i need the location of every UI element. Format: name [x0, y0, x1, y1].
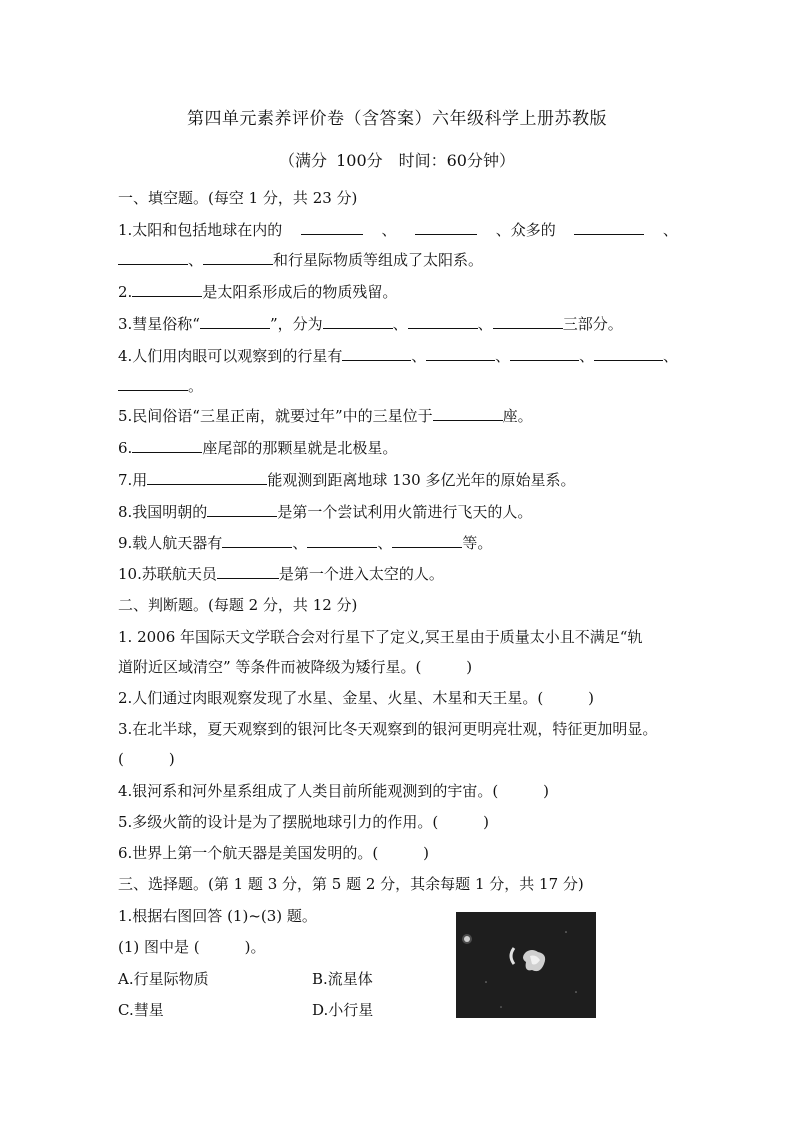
- judge-question-2: 2.人们通过肉眼观察发现了水星、金星、火星、木星和天王星。( ): [118, 689, 595, 707]
- question-text: 9.载人航天器有: [118, 534, 223, 552]
- question-text: ”，分为: [269, 315, 323, 333]
- choice-question-1-1: (1) 图中是 ( )。: [118, 938, 266, 956]
- question-text: 等。: [462, 534, 493, 552]
- question-5: [118, 406, 533, 426]
- question-9: [118, 533, 492, 553]
- question-text: 是太阳系形成后的物质残留。: [202, 283, 398, 301]
- answer-blank[interactable]: [207, 502, 277, 517]
- judge-question-1-line-2: 道附近区域清空” 等条件而被降级为矮行星。( ): [118, 658, 473, 676]
- answer-blank[interactable]: [342, 346, 411, 361]
- answer-blank[interactable]: [147, 470, 267, 485]
- question-text: 、: [392, 315, 408, 333]
- question-text: 、: [495, 347, 511, 365]
- question-text: 能观测到距离地球 130 多亿光年的原始星系。: [267, 471, 576, 489]
- question-text: 、众多的: [495, 221, 556, 239]
- answer-blank[interactable]: [433, 406, 503, 421]
- answer-blank[interactable]: [574, 220, 644, 235]
- question-text: 和行星际物质等组成了太阳系。: [273, 251, 484, 269]
- question-text: 4.人们用肉眼可以观察到的行星有: [118, 347, 343, 365]
- question-text: 座。: [502, 407, 533, 425]
- option-d[interactable]: D.小行星: [312, 1001, 374, 1019]
- question-text: 8.我国明朝的: [118, 503, 208, 521]
- answer-blank[interactable]: [510, 346, 579, 361]
- answer-blank[interactable]: [307, 533, 377, 548]
- page-title: 第四单元素养评价卷（含答案）六年级科学上册苏教版: [187, 109, 607, 129]
- question-text: 。: [188, 377, 204, 395]
- question-4-line-1: [118, 346, 678, 366]
- question-2: [118, 282, 397, 302]
- answer-blank[interactable]: [594, 346, 663, 361]
- page-subtitle: （满分 100分 时间：60分钟）: [279, 151, 515, 170]
- option-b[interactable]: B.流星体: [312, 970, 373, 988]
- question-text: 2.: [118, 283, 133, 301]
- answer-blank[interactable]: [118, 376, 188, 391]
- answer-blank[interactable]: [301, 220, 363, 235]
- answer-blank[interactable]: [203, 250, 273, 265]
- question-text: 3.彗星俗称“: [118, 315, 200, 333]
- answer-blank[interactable]: [415, 220, 477, 235]
- question-text: 、: [579, 347, 595, 365]
- answer-blank[interactable]: [217, 564, 279, 579]
- section-1-heading: 一、填空题。(每空 1 分，共 23 分): [118, 189, 358, 207]
- question-4-line-2: [118, 376, 203, 396]
- judge-question-3-line-1: 3.在北半球，夏天观察到的银河比冬天观察到的银河更明亮壮观，特征更加明显。: [118, 720, 658, 738]
- judge-question-5: 5.多级火箭的设计是为了摆脱地球引力的作用。( ): [118, 813, 490, 831]
- answer-blank[interactable]: [200, 314, 270, 329]
- question-1-line-2: [118, 250, 483, 270]
- comet-photo: [456, 912, 596, 1018]
- question-text: 、: [292, 534, 308, 552]
- question-text: 、: [411, 347, 427, 365]
- question-6: [118, 438, 397, 458]
- question-text: 、: [477, 315, 493, 333]
- judge-question-6: 6.世界上第一个航天器是美国发明的。( ): [118, 844, 430, 862]
- answer-blank[interactable]: [323, 314, 393, 329]
- answer-blank[interactable]: [118, 250, 188, 265]
- section-3-heading: 三、选择题。(第 1 题 3 分，第 5 题 2 分，其余每题 1 分，共 17 分): [118, 875, 584, 893]
- question-text: 5.民间俗语“三星正南，就要过年”中的三星位于: [118, 407, 433, 425]
- question-text: 10.苏联航天员: [118, 565, 217, 583]
- judge-question-4: 4.银河系和河外星系组成了人类目前所能观测到的宇宙。( ): [118, 782, 550, 800]
- section-2-heading: 二、判断题。(每题 2 分，共 12 分): [118, 596, 358, 614]
- question-1-line-1: [118, 220, 678, 240]
- choice-question-1: 1.根据右图回答 (1)~(3) 题。: [118, 907, 317, 925]
- judge-question-1-line-1: 1. 2006 年国际天文学联合会对行星下了定义,冥王星由于质量太小且不满足“轨: [118, 628, 643, 646]
- answer-blank[interactable]: [132, 282, 202, 297]
- answer-blank[interactable]: [222, 533, 292, 548]
- question-text: 、: [663, 347, 679, 365]
- option-c[interactable]: C.彗星: [118, 1001, 164, 1019]
- answer-blank[interactable]: [408, 314, 478, 329]
- question-text: 、: [662, 221, 678, 239]
- question-text: 三部分。: [562, 315, 623, 333]
- question-8: [118, 502, 532, 522]
- question-text: 、: [188, 251, 204, 269]
- question-text: 是第一个进入太空的人。: [278, 565, 444, 583]
- question-text: 是第一个尝试利用火箭进行飞天的人。: [277, 503, 533, 521]
- question-text: 、: [381, 221, 397, 239]
- question-text: 座尾部的那颗星就是北极星。: [202, 439, 398, 457]
- answer-blank[interactable]: [493, 314, 563, 329]
- option-a[interactable]: A.行星际物质: [118, 970, 209, 988]
- question-3: [118, 314, 623, 334]
- question-text: 6.: [118, 439, 133, 457]
- question-text: 、: [377, 534, 393, 552]
- question-text: 1.太阳和包括地球在内的: [118, 221, 283, 239]
- comet-photo-graphic: [456, 912, 596, 1018]
- judge-question-3-line-2: ( ): [118, 750, 175, 768]
- answer-blank[interactable]: [426, 346, 495, 361]
- answer-blank[interactable]: [392, 533, 462, 548]
- question-text: 7.用: [118, 471, 148, 489]
- question-10: [118, 564, 444, 584]
- question-7: [118, 470, 575, 490]
- answer-blank[interactable]: [132, 438, 202, 453]
